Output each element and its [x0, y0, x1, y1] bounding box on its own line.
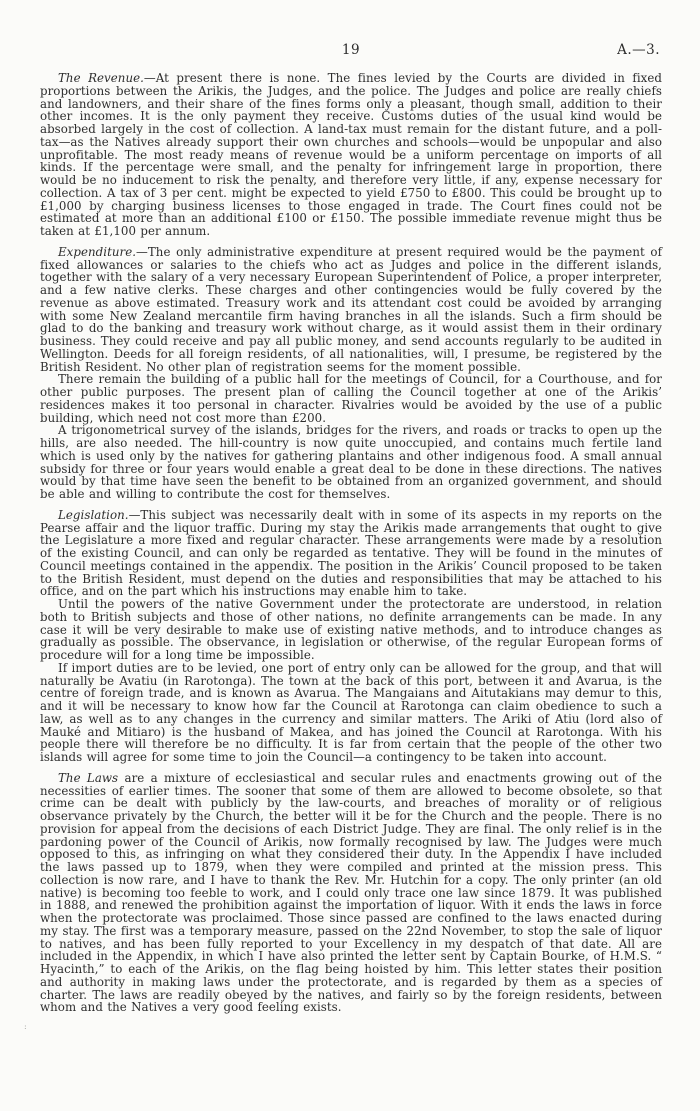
paragraph-lead: Legislation. — [58, 507, 129, 522]
paragraph-text: There remain the building of a public hall for the meetings of Council, for a Courthouse, and for other public purposes. The present plan of calling the Council together at one of the Arikis’ residences makes it too personal in character. Rivalries would be avoided by the use of a public building, which need not cost more than £200. — [40, 372, 662, 425]
paragraph-text: —At present there is none. The fines levied by the Courts are divided in fixed proportions between the Arikis, the Judges, and the police. The Judges and police are really chiefs and landowners, and their share of the fines forms only a pleasant, though small, addition to their other incomes. It is the only payment they receive. Customs duties of the usual kind would be absorbed largely in the cost of collection. A land-tax must remain for the distant future, and a poll-tax—as the Natives already support their own churches and schools—would be unpopular and also unprofitable. The most ready means of revenue would be a uniform percentage on imports of all kinds. If the percentage were small, and the penalty for infringement large in proportion, there would be no inducement to risk the penalty, and therefore very little, if any, expense necessary for collection. A tax of 3 per cent. might be expected to yield £750 to £800. This could be brought up to £1,000 by charging business licenses to those engaged in trade. The Court fines could not be estimated at more than an additional £100 or £150. The possible immediate revenue might thus be taken at £1,100 per annum. — [40, 71, 662, 238]
paragraph-revenue — [40, 72, 662, 238]
document-body — [40, 72, 662, 1014]
paragraph-text: —This subject was necessarily dealt with in some of its aspects in my reports on the Pearse affair and the liquor traffic. During my stay the Arikis made arrangements that ought to give the Legislature a more fixed and regular character. These arrangements were made by a resolution of the existing Council, and can only be regarded as tentative. They will be found in the minutes of Council meetings contained in the appendix. The position in the Arikis’ Council proposed to be taken to the British Resident, must depend on the duties and responsibilities that may be attached to his office, and on the part which his instructions may enable him to take. — [40, 507, 662, 599]
paragraph-import-duties — [40, 662, 662, 764]
paragraph-lead: The Laws — [58, 770, 119, 785]
paragraph-text: —The only administrative expenditure at present required would be the payment of fixed allowances or salaries to the chiefs who act as Judges and police in the different islands, together with the salary of a very necessary European Superintendent of Police, a proper interpreter, and a few native clerks. These charges and other contingencies would be fully covered by the revenue as above estimated. Treasury work and its attendant cost could be avoided by arranging with some New Zealand mercantile firm having branches in all the islands. Such a firm should be glad to do the banking and treasury work without charge, as it would assist them in their ordinary business. They could receive and pay all public money, and send accounts regularly to be audited in Wellington. Deeds for all foreign residents, of all nationalities, will, I presume, be registered by the British Resident. No other plan of registration seems for the moment possible. — [40, 244, 662, 374]
paragraph-lead: The Revenue. — [58, 71, 144, 85]
scan-margin-artifact: : — [24, 1022, 27, 1031]
paragraph-expenditure — [40, 246, 662, 374]
document-reference: A.—3. — [617, 42, 660, 58]
paragraph-the-laws — [40, 772, 662, 1014]
paragraph-native-government — [40, 598, 662, 662]
paragraph-lead: Expenditure. — [58, 244, 137, 259]
paragraph-public-hall — [40, 373, 662, 424]
paragraph-text: are a mixture of ecclesiastical and secular rules and enactments growing out of the necessities of earlier times. The sooner that some of them are allowed to become obsolete, so that crime can be dealt with publicly by the law-courts, and breaches of morality or of religious observance privately by the Church, the better will it be for the Church and the people. There is no provision for appeal from the decisions of each District Judge. They are final. The only relief is in the pardoning power of the Council of Arikis, now formally recognised by law. The Judges were much opposed to this, as infringing on what they considered their duty. In the Appendix I have included the laws passed up to 1879, when they were compiled and printed at the mission press. This collection is now rare, and I have to thank the Rev. Mr. Hutchin for a copy. The only printer (an old native) is becoming too feeble to work, and I could only trace one law since 1879. It was published in 1888, and renewed the prohibition against the importation of liquor. With it ends the laws in force when the protectorate was proclaimed. Those since passed are confined to the laws enacted during my stay. The first was a temporary measure, passed on the 22nd November, to stop the sale of liquor to natives, and has been fully reported to your Excellency in my despatch of that date. All are included in the Appendix, in which I have also printed the letter sent by Captain Bourke, of H.M.S. “ Hyacinth,” to each of the Arikis, on the flag being hoisted by him. This letter states their position and authority in making laws under the protectorate, and is regarded by them as a species of charter. The laws are readily obeyed by the natives, and fairly so by the foreign residents, between whom and the Natives a very good feeling exists. — [40, 770, 662, 1015]
paragraph-text: A trigonometrical survey of the islands, bridges for the rivers, and roads or tracks to open up the hills, are also needed. The hill-country is now quite unoccupied, and contains much fertile land which is used only by the natives for gathering plantains and other indigenous food. A small annual subsidy for three or four years would enable a great deal to be done in these directions. The natives would by that time have seen the benefit to be obtained from an organized government, and should be able and willing to contribute the cost for themselves. — [40, 423, 662, 501]
page-number: 19 — [341, 42, 361, 58]
paragraph-survey — [40, 424, 662, 501]
paragraph-text: If import duties are to be levied, one port of entry only can be allowed for the group, and that will naturally be Avatiu (in Rarotonga). The town at the back of this port, between it and Avarua, is the centre of foreign trade, and is known as Avarua. The Mangaians and Aitutakians may demur to this, and it will be necessary to know how far the Council at Rarotonga can claim obedience to such a law, as well as to any changes in the currency and similar matters. The Ariki of Atiu (lord also of Mauké and Mitiaro) is the husband of Makea, and has joined the Council at Rarotonga. With his people there will therefore be no difficulty. It is far from certain that the people of the other two islands will agree for some time to join the Council—a contingency to be taken into account. — [40, 660, 662, 764]
paragraph-legislation — [40, 509, 662, 598]
paragraph-text: Until the powers of the native Government under the protectorate are understood, in relation both to British subjects and those of other nations, no definite arrangements can be made. In any case it will be very desirable to make use of existing native methods, and to introduce changes as gradually as possible. The observance, in legislation or otherwise, of the regular European forms of procedure will for a long time be impossible. — [40, 597, 662, 662]
page-header — [40, 42, 662, 58]
